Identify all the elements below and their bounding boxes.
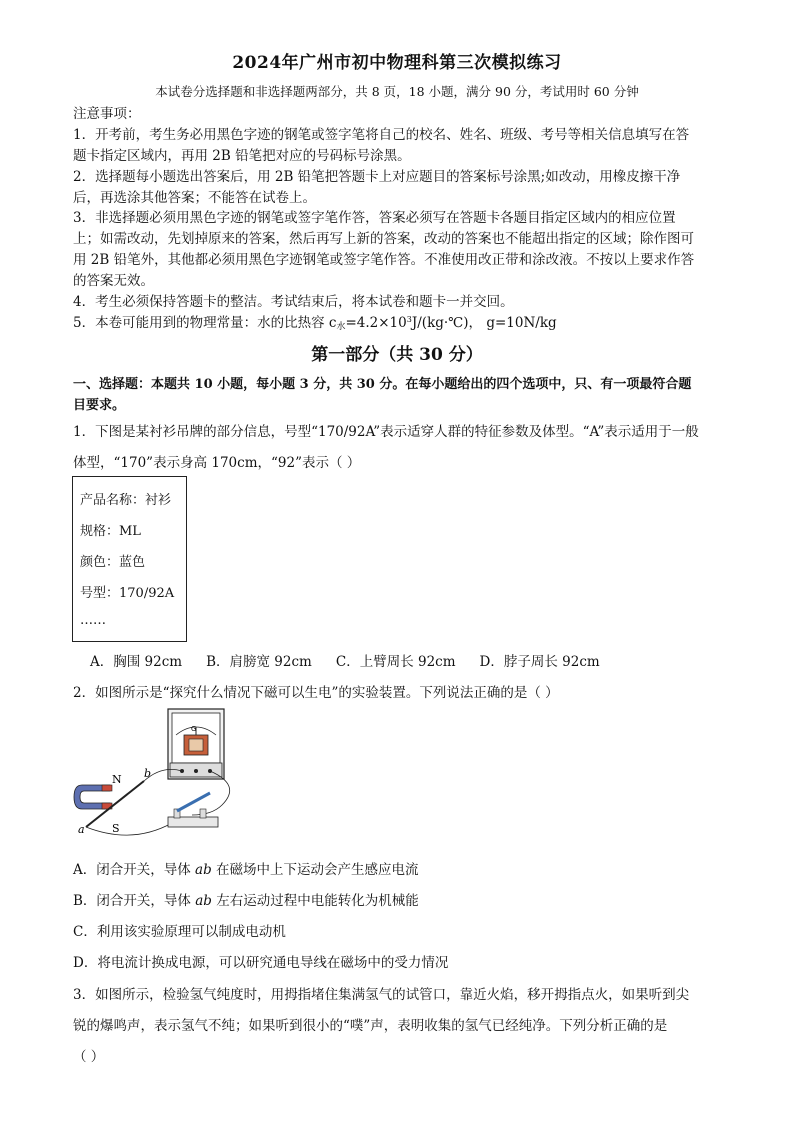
magnet-south-label: S: [112, 822, 120, 835]
notice-line: 3．非选择题必须用黑色字迹的钢笔或签字笔作答，答案必须写在答题卡各题目指定区域内的相应位置: [73, 210, 676, 226]
conductor-end-b-label: b: [144, 767, 152, 780]
induction-apparatus-figure: [72, 705, 242, 840]
q1-stem: 体型，“170”表示身高 170cm，“92”表示（ ）: [73, 455, 361, 471]
q2-option-b[interactable]: B．闭合开关，导体 ab 左右运动过程中电能转化为机械能: [73, 893, 419, 909]
q2-option-a[interactable]: A．闭合开关，导体 ab 在磁场中上下运动会产生感应电流: [73, 862, 419, 878]
q2-option-d[interactable]: D．将电流计换成电源，可以研究通电导线在磁场中的受力情况: [73, 955, 449, 971]
q2-stem: 2．如图所示是“探究什么情况下磁可以生电”的实验装置。下列说法正确的是（ ）: [73, 685, 559, 701]
constants-subscript: 水: [336, 322, 346, 332]
conductor-end-a-label: a: [78, 823, 85, 836]
section-instruction: 一、选择题：本题共 10 小题，每小题 3 分，共 30 分。在每小题给出的四个选项中，只、有一项最符合题: [73, 377, 692, 392]
section-title: 第一部分（共 30 分）: [311, 345, 483, 365]
magnet-north-label: N: [112, 773, 122, 786]
q3-stem: 锐的爆鸣声，表示氢气不纯；如果听到很小的“噗”声，表明收集的氢气已经纯净。下列分析正确的是: [73, 1018, 668, 1034]
galvanometer-icon: [168, 709, 224, 779]
notice-line: 题卡指定区域内，再用 2B 铅笔把对应的号码标号涂黑。: [73, 148, 411, 164]
exam-title: 2024年广州市初中物理科第三次模拟练习: [232, 53, 562, 73]
notice-line: 的答案无效。: [73, 273, 154, 289]
constants-mid: =4.2×10: [345, 315, 407, 331]
notice-line: 用 2B 铅笔外，其他都必须用黑色字迹钢笔或签字笔作答。不准使用改正带和涂改液。不按以上要求作答: [73, 252, 695, 268]
q1-option-a[interactable]: A．胸围 92cm: [90, 654, 183, 670]
section-instruction: 目要求。: [73, 398, 126, 413]
tag-line: 颜色：蓝色: [80, 555, 146, 570]
notice-line: 4．考生必须保持答题卡的整洁。考试结束后，将本试卷和题卡一并交回。: [73, 294, 514, 310]
galvanometer-label: G: [191, 725, 197, 733]
horseshoe-magnet-icon: [74, 785, 112, 809]
tag-line: ……: [80, 613, 106, 628]
q1-option-c[interactable]: C．上臂周长 92cm: [335, 654, 456, 670]
q1-option-b[interactable]: B．肩膀宽 92cm: [206, 654, 312, 670]
tag-line: 产品名称：衬衫: [80, 493, 172, 508]
tag-line: 号型：170/92A: [80, 586, 175, 601]
shirt-tag: [72, 476, 187, 642]
q2-option-c[interactable]: C．利用该实验原理可以制成电动机: [73, 924, 286, 940]
constants-prefix: 5．本卷可能用到的物理常量：水的比热容 c: [73, 315, 337, 331]
q3-stem: （ ）: [73, 1049, 105, 1065]
notice-line: 2．选择题每小题选出答案后，用 2B 铅笔把答题卡上对应题目的答案标号涂黑;如改动，用橡皮擦干净: [73, 169, 681, 185]
notice-heading: 注意事项：: [73, 106, 141, 122]
q1-stem: 1．下图是某衬衫吊牌的部分信息，号型“170/92A”表示适穿人群的特征参数及体型。“A”表示适用于一般: [73, 424, 699, 440]
notice-line: 上；如需改动，先划掉原来的答案，然后再写上新的答案，改动的答案也不能超出指定的区域；除作图可: [73, 231, 694, 247]
notice-line-constants: [73, 311, 557, 332]
constants-superscript: 3: [406, 315, 412, 324]
constants-suffix: J/(kg·℃)， g=10N/kg: [411, 315, 557, 331]
q1-options: [90, 650, 624, 670]
q1-option-d[interactable]: D．脖子周长 92cm: [479, 654, 600, 670]
notice-line: 后，再选涂其他答案；不能答在试卷上。: [73, 190, 316, 206]
q3-stem: 3．如图所示，检验氢气纯度时，用拇指堵住集满氢气的试管口，靠近火焰，移开拇指点火，如果听到尖: [73, 987, 690, 1003]
tag-line: 规格：ML: [80, 524, 141, 539]
exam-subtitle: 本试卷分选择题和非选择题两部分，共 8 页，18 小题，满分 90 分，考试用时 60 分钟: [155, 84, 639, 99]
switch-icon: [168, 793, 218, 827]
notice-line: 1．开考前，考生务必用黑色字迹的钢笔或签字笔将自己的校名、姓名、班级、考号等相关信息填写在答: [73, 127, 690, 143]
